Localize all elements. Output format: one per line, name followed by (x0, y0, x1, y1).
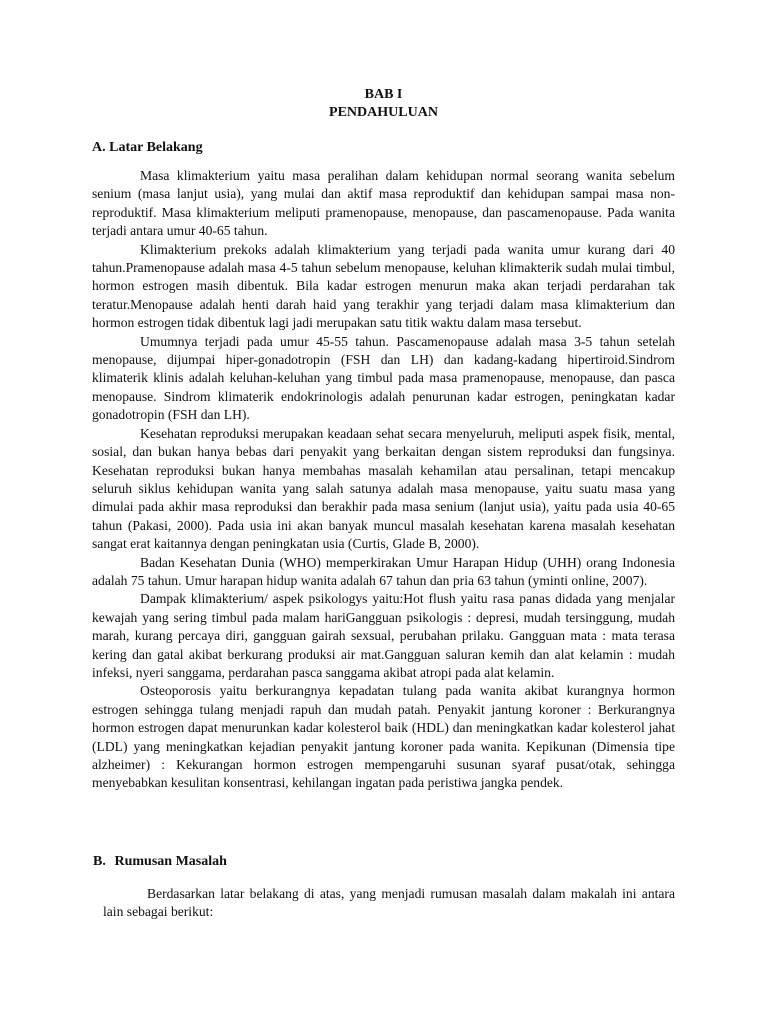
paragraph: Badan Kesehatan Dunia (WHO) memperkirakan Umur Harapan Hidup (UHH) orang Indonesia adalah 75 tahun. Umur harapan hidup wanita adalah 67 tahun dan pria 63 tahun (yminti online, 2007). (92, 554, 675, 588)
section-b-heading (93, 853, 227, 871)
section-b-body (103, 885, 675, 922)
paragraph: Umumnya terjadi pada umur 45-55 tahun. Pascamenopause adalah masa 3-5 tahun setelah menopause, dijumpai hiper-gonadotropin (FSH dan LH) dan kadang-kadang hipertiroid.Sindrom klimaterik klinis adalah keluhan-keluhan yang timbul pada masa pramenopause, menopause, dan pasca menopause. Sindrom klimaterik endokrinologis adalah penurunan kadar estrogen, peningkatan kadar gonadotropin (FSH dan LH). (92, 333, 675, 423)
paragraph: Masa klimakterium yaitu masa peralihan dalam kehidupan normal seorang wanita sebelum senium (masa lanjut usia), yang mulai dan aktif masa reproduktif dan kehidupan sampai masa non-reproduktif. Masa klimakterium meliputi pramenopause, menopause, dan pascamenopause. Pada wanita terjadi antara umur 40-65 tahun. (92, 168, 675, 239)
paragraph: Berdasarkan latar belakang di atas, yang menjadi rumusan masalah dalam makalah ini antara lain sebagai berikut: (103, 886, 675, 920)
section-b-number: B. (93, 854, 106, 869)
paragraph: Dampak klimakterium/ aspek psikologys yaitu:Hot flush yaitu rasa panas didada yang menjalar kewajah yang sering timbul pada malam hariGangguan psikologis : depresi, mudah tersinggung, mudah marah, kurang percaya diri, gangguan gairah sexsual, perubahan prilaku. Gangguan mata : mata terasa kering dan gatal akibat berkurang produksi air mat.Gangguan saluran kemih dan alat kelamin : mudah infeksi, nyeri sanggama, perdarahan pasca sanggama akibat atropi pada alat kelamin. (92, 591, 675, 680)
section-a-heading: A. Latar Belakang (92, 140, 203, 155)
paragraph: Osteoporosis yaitu berkurangnya kepadatan tulang pada wanita akibat kurangnya hormon estrogen sehingga tulang menjadi rapuh dan mudah patah. Penyakit jantung koroner : Berkurangnya hormon estrogen dapat menurunkan kadar kolesterol baik (HDL) dan meningkatkan kadar kolesterol jahat (LDL) yang meningkatkan kejadian penyakit jantung koroner pada wanita. Kepikunan (Dimensia tipe alzheimer) : Kekurangan hormon estrogen mempengaruhi susunan syaraf pusat/otak, sehingga menyebabkan kesulitan konsentrasi, kehilangan ingatan pada peristiwa jangka pendek. (92, 683, 675, 791)
paragraph: Kesehatan reproduksi merupakan keadaan sehat secara menyeluruh, meliputi aspek fisik, mental, sosial, dan bukan hanya bebas dari penyakit yang berkaitan dengan sistem reproduksi dan fungsinya. Kesehatan reproduksi bukan hanya membahas masalah kehamilan atau persalinan, tetapi mencakup seluruh siklus kehidupan wanita yang salah satunya adalah masa menopause, yaitu suatu masa yang dimulai pada akhir masa reproduksi dan berakhir pada masa senium (lanjut usia), yaitu pada usia 40-65 tahun (Pakasi, 2000). Pada usia ini akan banyak muncul masalah kesehatan karena masalah kesehatan sangat erat kaitannya dengan peningkatan usia (Curtis, Glade B, 2000). (92, 425, 675, 552)
chapter-title: PENDAHULUAN (329, 105, 438, 120)
section-b-title: Rumusan Masalah (114, 854, 227, 869)
section-a-body (92, 167, 675, 793)
paragraph: Klimakterium prekoks adalah klimakterium yang terjadi pada wanita umur kurang dari 40 tahun.Pramenopause adalah masa 4-5 tahun sebelum menopause, keluhan klimakterik sudah mulai timbul, hormon estrogen masih dibentuk. Bila kadar estrogen menurun maka akan terjadi perdarahan tak teratur.Menopause adalah henti darah haid yang terakhir yang terjadi dalam masa klimakterium dan hormon estrogen tidak dibentuk lagi jadi merupakan satu titik waktu dalam masa tersebut. (92, 241, 675, 331)
chapter-number: BAB I (364, 87, 403, 102)
